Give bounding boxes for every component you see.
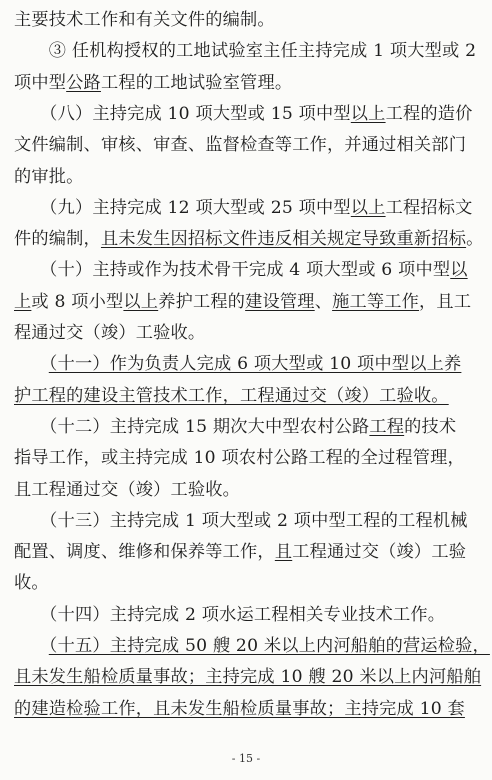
underlined-text: 施工等工作 (332, 291, 420, 312)
text-segment: 文件编制、审核、审查、监督检查等工作，并通过相关部门 (14, 135, 467, 156)
text-segment: 工程招标文 (385, 197, 473, 218)
text-line (14, 319, 480, 347)
text-line (14, 444, 480, 472)
text-segment: 的审批。 (14, 166, 84, 187)
text-line (14, 413, 480, 441)
underlined-text: 护工程的建设主管技术工作，工程通过交（竣）工验收。 (14, 385, 449, 406)
text-line (14, 569, 480, 597)
text-line (14, 256, 480, 284)
text-line (14, 632, 490, 660)
text-line (14, 663, 480, 691)
underlined-text: 的建造检验工作，且未发生船检质量事故；主持完成 10 套 (14, 698, 465, 719)
text-segment: （十）主持或作为技术骨干完成 4 项大型或 6 项中型 (14, 260, 451, 281)
text-segment: 养护工程的 (158, 291, 246, 312)
text-segment: 收。 (14, 573, 49, 594)
text-line (14, 100, 480, 128)
text-segment: 的技术 (404, 416, 457, 437)
text-line (14, 37, 480, 65)
text-segment: 主要技术工作和有关文件的编制。 (14, 10, 275, 30)
text-line (14, 6, 480, 34)
text-segment: （八）主持完成 10 项大型或 15 项中型 (14, 103, 351, 124)
underlined-text: 以上 (350, 103, 386, 124)
underlined-text: 以上 (350, 197, 386, 218)
text-segment: （十四）主持完成 2 项水运工程相关专业技术工作。 (14, 604, 446, 625)
underlined-text: 以 (450, 260, 468, 281)
text-segment: 指导工作，或主持完成 10 项农村公路工程的全过程管理， (14, 448, 465, 469)
text-segment: 且工程通过交（竣）工验收。 (14, 479, 241, 500)
text-segment: （十三）主持完成 1 项大型或 2 项中型工程的工程机械 (14, 510, 468, 531)
underlined-text: 以上 (123, 291, 159, 312)
text-segment: 或 8 项小型 (31, 291, 124, 312)
text-segment: 程通过交（竣）工验收。 (14, 323, 206, 343)
text-segment: 工程通过交（竣）工验 (292, 542, 467, 563)
underlined-text: 且未发生因招标文件违反相关规定导致重新招标 (100, 229, 467, 250)
text-line (14, 538, 480, 566)
underlined-text: 工程 (369, 416, 405, 437)
page-number: - 15 - (231, 752, 261, 765)
text-line (14, 476, 480, 504)
text-line (14, 194, 480, 222)
text-segment: ③ 任机构授权的工地试验室主任主持完成 1 项大型或 2 (14, 41, 477, 62)
underlined-text: 建设管理 (245, 291, 315, 312)
underlined-text: 且 (274, 542, 293, 563)
text-line (14, 163, 480, 191)
text-segment: （九）主持完成 12 项大型或 25 项中型 (14, 197, 351, 218)
text-segment: 件的编制， (14, 229, 101, 250)
text-segment: 工程的造价 (385, 103, 473, 124)
underlined-text: 且未发生船检质量事故；主持完成 10 艘 20 米以上内河船舶 (14, 667, 482, 688)
underlined-text: 上 (14, 291, 32, 312)
text-line (14, 507, 480, 535)
text-segment (14, 354, 49, 374)
underlined-text: 公路 (66, 72, 101, 93)
text-line (14, 225, 484, 253)
text-segment: 。 (466, 229, 484, 250)
underlined-text: （十五）主持完成 50 艘 20 米以上内河船舶的营运检验， (48, 636, 490, 656)
text-line (14, 69, 480, 97)
text-line (14, 131, 480, 159)
text-segment: 、 (314, 291, 333, 312)
text-line (14, 695, 480, 723)
text-segment: 配置、调度、维修和保养等工作， (14, 542, 275, 563)
text-segment: （十二）主持完成 15 期次大中型农村公路 (14, 416, 370, 437)
text-segment (14, 636, 49, 656)
text-line (14, 288, 480, 316)
text-segment: 工程的工地试验室管理。 (100, 72, 293, 93)
underlined-text: （十一）作为负责人完成 6 项大型或 10 项中型以上养 (48, 354, 462, 375)
text-line (14, 350, 480, 378)
text-segment: 项中型 (14, 72, 67, 93)
text-segment: ，且工 (419, 291, 472, 312)
text-line (14, 382, 480, 410)
text-line (14, 601, 480, 629)
